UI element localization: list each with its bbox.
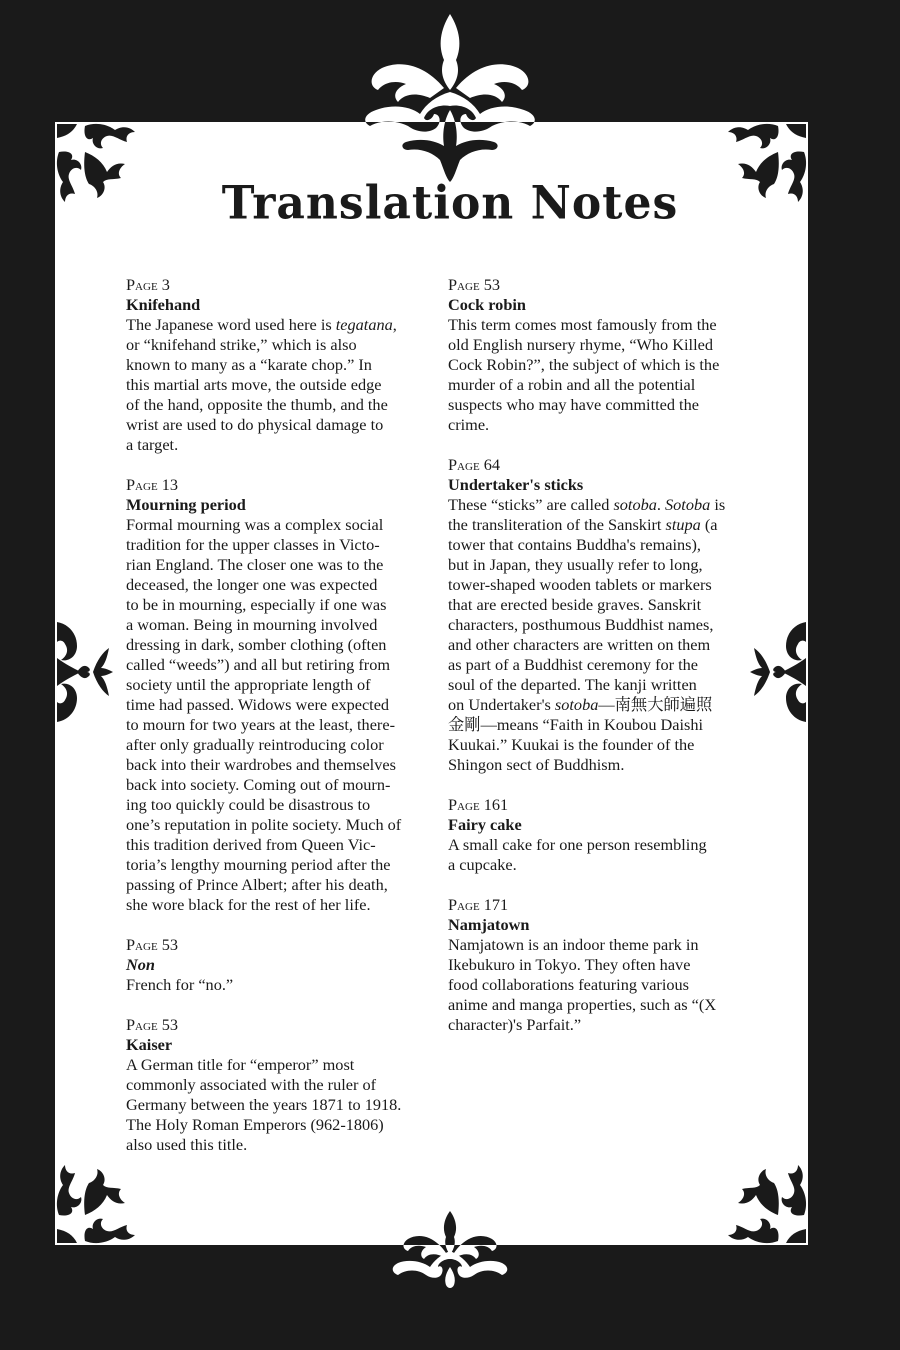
note-text: of the hand, opposite the thumb, and the — [126, 395, 388, 414]
note-text: Namjatown is an indoor theme park in — [448, 935, 699, 954]
note-heading: Namjatown — [448, 915, 530, 934]
note-text-line — [448, 315, 768, 335]
note-text-line — [448, 555, 768, 575]
note-heading: Kaiser — [126, 1035, 173, 1054]
note-page-ref: Page 171 — [448, 895, 509, 914]
note-text: a cupcake. — [448, 855, 517, 874]
note-text: soul of the departed. The kanji written — [448, 675, 697, 694]
note-text-line — [448, 995, 768, 1015]
note-italic-term: sotoba — [613, 495, 657, 514]
note-text-line — [448, 395, 768, 415]
note-text-line — [126, 835, 446, 855]
note-text-line — [126, 895, 446, 915]
note-text: Shingon sect of Buddhism. — [448, 755, 625, 774]
note-text-line — [126, 1075, 446, 1095]
note-text: on Undertaker's — [448, 695, 555, 714]
translation-note — [126, 475, 446, 915]
note-text: tower-shaped wooden tablets or markers — [448, 575, 712, 594]
left-column — [126, 275, 446, 1175]
note-text: The Holy Roman Emperors (962-1806) — [126, 1115, 384, 1134]
note-text: the transliteration of the Sanskirt — [448, 515, 666, 534]
note-text: A small cake for one person resembling — [448, 835, 707, 854]
note-text: Germany between the years 1871 to 1918. — [126, 1095, 402, 1114]
note-text: crime. — [448, 415, 490, 434]
note-text: Ikebukuro in Tokyo. They often have — [448, 955, 691, 974]
note-text: characters, posthumous Buddhist names, — [448, 615, 714, 634]
note-text: she wore black for the rest of her life. — [126, 895, 371, 914]
note-text-line — [126, 635, 446, 655]
note-text-line — [126, 655, 446, 675]
note-text: but in Japan, they usually refer to long, — [448, 555, 703, 574]
note-text: society until the appropriate length of — [126, 675, 371, 694]
note-text: French for “no.” — [126, 975, 234, 994]
note-text-line — [448, 415, 768, 435]
note-text-line — [126, 615, 446, 635]
note-text-line — [126, 775, 446, 795]
note-text: murder of a robin and all the potential — [448, 375, 696, 394]
note-text: that are erected beside graves. Sanskrit — [448, 595, 702, 614]
translation-note — [126, 275, 446, 455]
note-text: Kuukai.” Kuukai is the founder of the — [448, 735, 695, 754]
note-text-line — [126, 855, 446, 875]
note-text: this martial arts move, the outside edge — [126, 375, 382, 394]
note-text-line — [126, 335, 446, 355]
note-text-line — [126, 875, 446, 895]
note-text: tradition for the upper classes in Victo- — [126, 535, 380, 554]
note-text: Formal mourning was a complex social — [126, 515, 384, 534]
note-text: . — [656, 495, 666, 514]
note-text-line — [126, 1135, 446, 1155]
note-italic-term: Sotoba — [665, 495, 711, 514]
note-text-line — [126, 1095, 446, 1115]
note-italic-term: sotoba — [554, 695, 599, 714]
note-text-line — [448, 515, 768, 535]
note-text-line — [448, 975, 768, 995]
note-italic-term: stupa — [665, 515, 701, 534]
note-italic-term: tegatana — [335, 315, 393, 334]
bottom-fleur-de-lis-icon — [380, 1205, 520, 1290]
right-column — [448, 275, 768, 1055]
note-text-line — [126, 695, 446, 715]
note-page-ref: Page 3 — [126, 275, 170, 294]
translation-note — [126, 1015, 446, 1155]
translation-note — [448, 275, 768, 435]
note-text-line — [448, 575, 768, 595]
note-heading: Fairy cake — [448, 815, 522, 834]
note-text: or “knifehand strike,” which is also — [126, 335, 357, 354]
note-text: rian England. The closer one was to the — [126, 555, 384, 574]
note-text-line — [126, 515, 446, 535]
note-text: character)'s Parfait.” — [448, 1015, 582, 1034]
note-page-ref: Page 53 — [126, 935, 179, 954]
note-text-line — [448, 355, 768, 375]
translation-note — [126, 935, 446, 995]
note-text: These “sticks” are called — [448, 495, 614, 514]
note-text-line — [448, 1015, 768, 1035]
note-text-line — [448, 715, 768, 735]
note-page-ref: Page 53 — [126, 1015, 179, 1034]
note-text-line — [448, 335, 768, 355]
note-text: this tradition derived from Queen Vic- — [126, 835, 376, 854]
note-text-line — [448, 675, 768, 695]
note-text-line — [126, 395, 446, 415]
note-text-line — [448, 755, 768, 775]
note-text: This term comes most famously from the — [448, 315, 717, 334]
note-text: commonly associated with the ruler of — [126, 1075, 377, 1094]
note-text-line — [126, 435, 446, 455]
note-text: (a — [700, 515, 718, 534]
note-text: dressing in dark, somber clothing (often — [126, 635, 387, 654]
page-title: Translation Notes — [221, 176, 679, 231]
note-text: a target. — [126, 435, 179, 454]
note-text-line — [126, 575, 446, 595]
note-text-line — [448, 635, 768, 655]
note-text: 金剛—means “Faith in Koubou Daishi — [448, 715, 704, 734]
note-text: known to many as a “karate chop.” In — [126, 355, 372, 374]
note-text: old English nursery rhyme, “Who Killed — [448, 335, 713, 354]
note-text: a woman. Being in mourning involved — [126, 615, 378, 634]
note-text-line — [448, 695, 768, 715]
note-text: back into society. Coming out of mourn- — [126, 775, 391, 794]
note-text: food collaborations featuring various — [448, 975, 689, 994]
note-text-line — [126, 675, 446, 695]
note-text: A German title for “emperor” most — [126, 1055, 355, 1074]
note-heading: Mourning period — [126, 495, 246, 514]
note-text-line — [448, 495, 768, 515]
translation-note — [448, 455, 768, 775]
note-text-line — [126, 815, 446, 835]
note-text: deceased, the longer one was expected — [126, 575, 378, 594]
note-text: after only gradually reintroducing color — [126, 735, 384, 754]
note-heading: Knifehand — [126, 295, 201, 314]
note-text-line — [126, 715, 446, 735]
corner-flourish-icon — [723, 1160, 808, 1245]
translation-note — [448, 795, 768, 875]
note-text-line — [126, 555, 446, 575]
top-fleur-de-lis-icon — [340, 10, 560, 185]
note-text-line — [126, 755, 446, 775]
note-text: time had passed. Widows were expected — [126, 695, 390, 714]
side-flourish-icon — [55, 612, 115, 732]
note-text: as part of a Buddhist ceremony for the — [448, 655, 699, 674]
note-text-line — [126, 415, 446, 435]
note-text: also used this title. — [126, 1135, 248, 1154]
note-text: anime and manga properties, such as “(X — [448, 995, 717, 1014]
note-page-ref: Page 53 — [448, 275, 501, 294]
note-text: —南無大師遍照 — [598, 695, 713, 714]
note-text: to mourn for two years at the least, there- — [126, 715, 395, 734]
note-page-ref: Page 161 — [448, 795, 509, 814]
note-text: , — [392, 315, 397, 334]
note-text-line — [126, 595, 446, 615]
note-text-line — [126, 355, 446, 375]
note-text-line — [448, 835, 768, 855]
note-text-line — [448, 735, 768, 755]
note-text: suspects who may have committed the — [448, 395, 699, 414]
note-text: one’s reputation in polite society. Much of — [126, 815, 402, 834]
note-page-ref: Page 64 — [448, 455, 501, 474]
note-text: called “weeds”) and all but retiring from — [126, 655, 391, 674]
note-text-line — [126, 1115, 446, 1135]
note-text-line — [448, 615, 768, 635]
note-text: Cock Robin?”, the subject of which is the — [448, 355, 720, 374]
note-text: ing too quickly could be disastrous to — [126, 795, 371, 814]
note-heading: Non — [126, 955, 155, 974]
note-text-line — [448, 595, 768, 615]
note-text: back into their wardrobes and themselves — [126, 755, 396, 774]
note-text-line — [448, 935, 768, 955]
note-page-ref: Page 13 — [126, 475, 179, 494]
note-text-line — [448, 855, 768, 875]
note-heading: Undertaker's sticks — [448, 475, 584, 494]
note-text: to be in mourning, especially if one was — [126, 595, 387, 614]
note-text: and other characters are written on them — [448, 635, 711, 654]
note-text: wrist are used to do physical damage to — [126, 415, 384, 434]
note-text-line — [448, 955, 768, 975]
note-text-line — [448, 655, 768, 675]
note-text-line — [448, 535, 768, 555]
note-text-line — [126, 375, 446, 395]
note-text: toria’s lengthy mourning period after the — [126, 855, 391, 874]
note-text-line — [126, 1055, 446, 1075]
note-text: is — [710, 495, 726, 514]
note-text-line — [126, 795, 446, 815]
note-text: The Japanese word used here is — [126, 315, 336, 334]
note-text-line — [448, 375, 768, 395]
note-text: tower that contains Buddha's remains), — [448, 535, 701, 554]
note-text-line — [126, 535, 446, 555]
note-heading: Cock robin — [448, 295, 526, 314]
note-text-line — [126, 975, 446, 995]
note-text: passing of Prince Albert; after his death, — [126, 875, 388, 894]
note-text-line — [126, 735, 446, 755]
translation-note — [448, 895, 768, 1035]
note-text-line — [126, 315, 446, 335]
